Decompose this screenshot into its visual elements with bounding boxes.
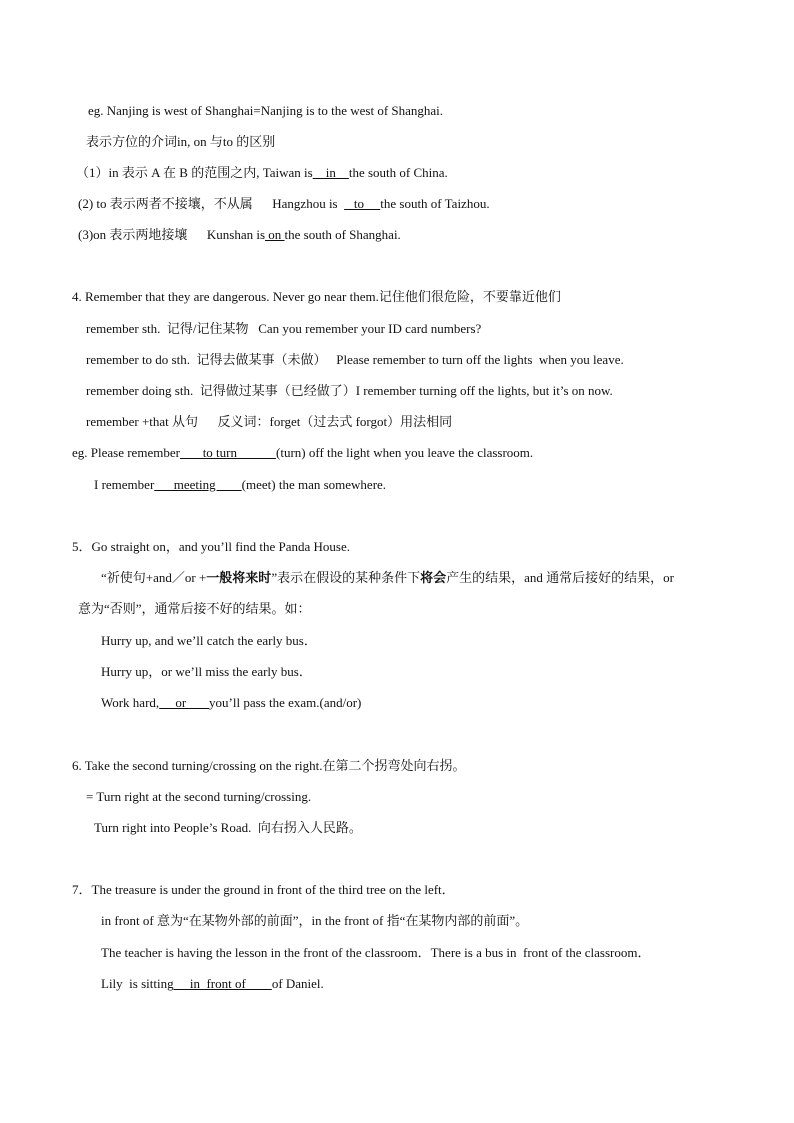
s3-rule-3-tail: the south of Shanghai. — [284, 227, 401, 242]
s3-rule-1 — [76, 165, 448, 181]
s3-rule-2-text: (2) to 表示两者不接壤，不从属 Hangzhou is — [78, 196, 345, 211]
s3-rule-2 — [78, 196, 490, 212]
s5-rule-line-1 — [101, 570, 674, 586]
s3-example: eg. Nanjing is west of Shanghai=Nanjing is to the west of Shanghai. — [88, 103, 444, 118]
s7-rule: in front of 意为“在某物外部的前面”，in the front of 指“在某物内部的前面”。 — [101, 913, 529, 928]
s7-example-2-answer: in front of — [173, 976, 272, 991]
s5-example-2: Hurry up，or we’ll miss the early bus． — [101, 664, 312, 679]
s4-example-2-tail: (meet) the man somewhere. — [241, 477, 387, 492]
s3-rule-1-tail: the south of China. — [348, 165, 448, 180]
s7-heading: 7．The treasure is under the ground in front of the third tree on the left． — [72, 882, 455, 897]
s5-example-3-answer: or — [159, 695, 210, 710]
s5-example-3-tail: you’ll pass the exam.(and/or) — [209, 695, 362, 710]
s3-rule-1-text: （1）in 表示 A 在 B 的范围之内, Taiwan is — [76, 165, 313, 180]
s4-usage-that: remember +that 从句 反义词：forget（过去式 forgot）用法相同 — [86, 414, 453, 429]
s4-example-1-text: eg. Please remember — [72, 445, 180, 460]
s4-example-2-text: I remember — [94, 477, 155, 492]
s3-rule-2-tail: the south of Taizhou. — [380, 196, 490, 211]
s5-rule-e: 产生的结果，and 通常后接好的结果，or — [446, 570, 674, 585]
s4-example-1-answer: to turn — [179, 445, 276, 460]
s6-heading: 6. Take the second turning/crossing on the right.在第二个拐弯处向右拐。 — [72, 758, 466, 773]
s7-example-2-tail: of Daniel. — [271, 976, 324, 991]
s6-equivalent: = Turn right at the second turning/crossing. — [86, 789, 312, 804]
s3-rule-3 — [78, 227, 401, 243]
s4-example-1 — [72, 445, 533, 461]
s5-example-3 — [101, 695, 361, 711]
s3-rule-1-answer: in — [312, 165, 349, 180]
s5-example-1: Hurry up, and we’ll catch the early bus． — [101, 633, 317, 648]
s3-rule-3-answer: on — [265, 227, 285, 242]
s4-usage-to-do: remember to do sth. 记得去做某事（未做） Please remember to turn off the lights when you leave. — [86, 352, 624, 367]
s5-example-3-text: Work hard, — [101, 695, 160, 710]
s7-example-2-text: Lily is sitting — [101, 976, 174, 991]
s4-example-2-answer: meeting — [154, 477, 242, 492]
s7-example-1: The teacher is having the lesson in the front of the classroom．There is a bus in front of the classroom． — [101, 945, 651, 960]
s6-example: Turn right into People’s Road. 向右拐入人民路。 — [94, 820, 362, 835]
s3-rule-2-answer: to — [344, 196, 381, 211]
s5-rule-d: 将会 — [420, 570, 447, 585]
s4-usage-doing: remember doing sth. 记得做过某事（已经做了）I remember turning off the lights, but it’s on now. — [86, 383, 613, 398]
s5-rule-a: “祈使句+and／or + — [101, 570, 207, 585]
s3-title: 表示方位的介词in, on 与to 的区别 — [86, 134, 276, 149]
s4-usage-sth: remember sth. 记得/记住某物 Can you remember your ID card numbers? — [86, 321, 482, 336]
s5-rule-line-2: 意为“否则”，通常后接不好的结果。如： — [78, 601, 311, 616]
s4-example-1-tail: (turn) off the light when you leave the classroom. — [276, 445, 534, 460]
s5-rule-b: 一般将来时 — [206, 570, 272, 585]
s7-example-2 — [101, 976, 324, 992]
s4-heading: 4. Remember that they are dangerous. Never go near them.记住他们很危险，不要靠近他们 — [72, 289, 561, 304]
s4-example-2 — [94, 477, 386, 493]
s5-heading: 5．Go straight on，and you’ll find the Panda House. — [72, 539, 351, 554]
s5-rule-c: ”表示在假设的某种条件下 — [271, 570, 421, 585]
s3-rule-3-text: (3)on 表示两地接壤 Kunshan is — [78, 227, 266, 242]
